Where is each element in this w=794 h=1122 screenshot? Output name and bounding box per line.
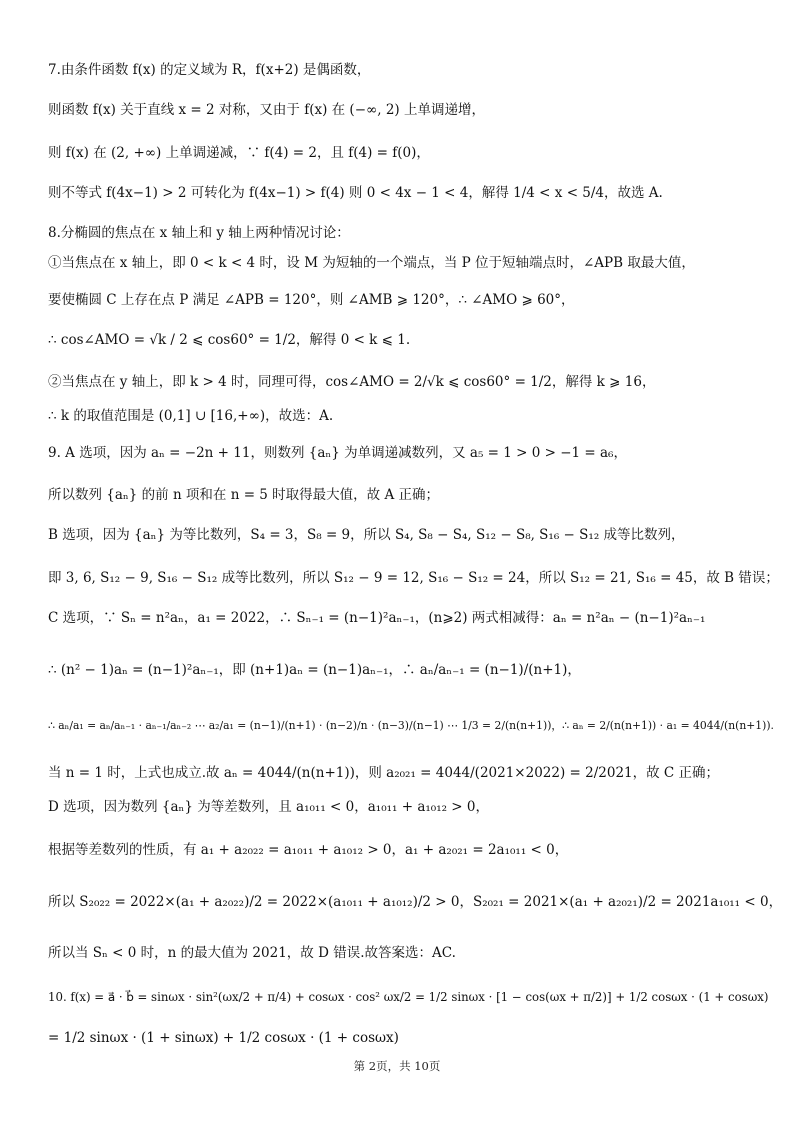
text-line-q7-3: 则 f(x) 在 (2, +∞) 上单调递减，∵ f(4) = 2，且 f(4) = f(0)， (48, 145, 430, 161)
text-line-q9-11: 所以 S₂₀₂₂ = 2022×(a₁ + a₂₀₂₂)/2 = 2022×(a₁₀₁₁ + a₁₀₁₂)/2 > 0，S₂₀₂₁ = 2021×(a₁ + a₂₀₂₁)/2 = 2021a₁₀₁₁ < 0， (48, 894, 783, 910)
text-line-q8-1: 8.分椭圆的焦点在 x 轴上和 y 轴上两种情况讨论： (48, 225, 350, 241)
text-line-q7-1: 7.由条件函数 f(x) 的定义域为 R，f(x+2) 是偶函数， (48, 62, 371, 78)
page-footer: 第 2页，共 10页 (353, 1059, 441, 1073)
text-line-q9-6: ∴ (n² − 1)aₙ = (n−1)²aₙ₋₁，即 (n+1)aₙ = (n−1)aₙ₋₁，∴ aₙ/aₙ₋₁ = (n−1)/(n+1)， (48, 662, 581, 678)
text-line-q7-4: 则不等式 f(4x−1) > 2 可转化为 f(4x−1) > f(4) 则 0 < 4x − 1 < 4，解得 1/4 < x < 5/4，故选 A. (48, 185, 663, 201)
text-line-q7-2: 则函数 f(x) 关于直线 x = 2 对称，又由于 f(x) 在 (−∞, 2) 上单调递增， (48, 102, 485, 118)
text-line-q8-4: ∴ cos∠AMO = √k / 2 ⩽ cos60° = 1/2，解得 0 < k ⩽ 1. (48, 332, 411, 348)
text-line-q9-10: 根据等差数列的性质，有 a₁ + a₂₀₂₂ = a₁₀₁₁ + a₁₀₁₂ > 0，a₁ + a₂₀₂₁ = 2a₁₀₁₁ < 0， (48, 842, 569, 858)
text-line-q9-2: 所以数列 {aₙ} 的前 n 项和在 n = 5 时取得最大值，故 A 正确； (48, 487, 440, 503)
text-line-q9-12: 所以当 Sₙ < 0 时，n 的最大值为 2021，故 D 错误.故答案选：AC. (48, 945, 456, 961)
text-line-q9-4: 即 3, 6, S₁₂ − 9, S₁₆ − S₁₂ 成等比数列，所以 S₁₂ − 9 = 12, S₁₆ − S₁₂ = 24，所以 S₁₂ = 21, S₁₆ = 45，故 B 错误； (48, 570, 779, 586)
text-line-q9-7: ∴ aₙ/a₁ = aₙ/aₙ₋₁ · aₙ₋₁/aₙ₋₂ ⋯ a₂/a₁ = (n−1)/(n+1) · (n−2)/n · (n−3)/(n−1) ⋯ 1/3 = 2/(n(n+1))，∴ aₙ = 2/(n(n+1)) · a₁ = 4044/(n(n+1)). (48, 719, 774, 732)
text-line-q9-8: 当 n = 1 时，上式也成立.故 aₙ = 4044/(n(n+1))，则 a₂₀₂₁ = 4044/(2021×2022) = 2/2021，故 C 正确； (48, 765, 720, 781)
text-line-q9-5: C 选项，∵ Sₙ = n²aₙ，a₁ = 2022，∴ Sₙ₋₁ = (n−1)²aₙ₋₁，(n⩾2) 两式相减得：aₙ = n²aₙ − (n−1)²aₙ₋₁ (48, 610, 706, 626)
text-line-q10-2: = 1/2 sinωx · (1 + sinωx) + 1/2 cosωx · (1 + cosωx) (48, 1030, 399, 1046)
text-line-q9-9: D 选项，因为数列 {aₙ} 为等差数列，且 a₁₀₁₁ < 0，a₁₀₁₁ + a₁₀₁₂ > 0， (48, 799, 490, 815)
text-line-q9-3: B 选项，因为 {aₙ} 为等比数列，S₄ = 3，S₈ = 9，所以 S₄, S₈ − S₄, S₁₂ − S₈, S₁₆ − S₁₂ 成等比数列， (48, 527, 685, 543)
text-line-q8-2: ①当焦点在 x 轴上，即 0 < k < 4 时，设 M 为短轴的一个端点，当 P 位于短轴端点时，∠APB 取最大值， (48, 255, 695, 271)
text-line-q8-6: ∴ k 的取值范围是 (0,1] ∪ [16,+∞)，故选：A. (48, 408, 334, 424)
text-line-q10-1: 10. f(x) = a⃗ · b⃗ = sinωx · sin²(ωx/2 + π/4) + cosωx · cos² ωx/2 = 1/2 sinωx · [1 − cos(ωx + π/2)] + 1/2 cosωx · (1 + cosωx) (48, 990, 769, 1004)
text-line-q8-5: ②当焦点在 y 轴上，即 k > 4 时，同理可得，cos∠AMO = 2/√k ⩽ cos60° = 1/2，解得 k ⩾ 16， (48, 374, 656, 390)
text-line-q8-3: 要使椭圆 C 上存在点 P 满足 ∠APB = 120°，则 ∠AMB ⩾ 120°，∴ ∠AMO ⩾ 60°， (48, 292, 575, 308)
text-line-q9-1: 9. A 选项，因为 aₙ = −2n + 11，则数列 {aₙ} 为单调递减数列，又 a₅ = 1 > 0 > −1 = a₆， (48, 445, 627, 461)
